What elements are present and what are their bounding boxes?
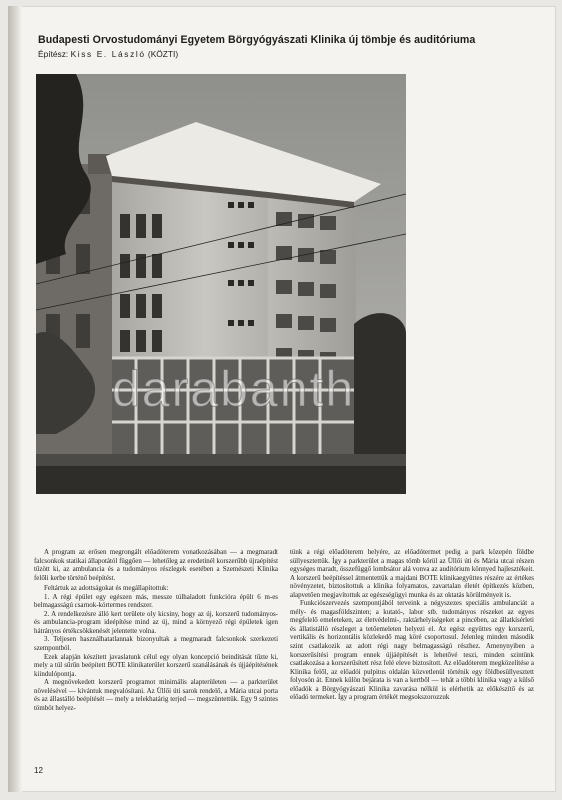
paragraph: 2. A rendelkezésre álló kert területe oly kicsiny, hogy az új, korszerű tudományos- és ambulancia-program ideépítése mind az új, mind a környező régi épületek igen hátrányos értékcsökkenését jelentette volna.: [34, 609, 278, 635]
paragraph: Ezek alapján készített javaslatunk célul egy olyan koncepció beindítását tűzte ki, mely a túl sűrűn beépített BOTE klinikaterület korszerű szanálásának és újjáépítésének kiindulópontja.: [34, 652, 278, 678]
page-number: 12: [34, 766, 43, 775]
watermark-text: darabanth: [112, 361, 356, 417]
architect-label: Építész:: [38, 49, 69, 59]
paragraph: tünk a régi előadóterem helyére, az előadótermet pedig a park közepén földbe süllyesztettük. Így a parkterület a magas tömb körül az Üllői úti és Mária utcai részen egységes maradt, összefüggő lombsátor alá vonva az auditórium könnyed hajlesztékeit. A korszerű beépítéssel átmentettük a majdani BOTE klinikaegyüttes részére az értékes növényzetet, biztosítottuk a klinika folyamatos, zavartalan életét építkezés közben, alapvetően megjavítottuk az egészségügyi munka és az oktatás körülményeit is.: [290, 548, 534, 599]
paragraph: 1. A régi épület egy egészen más, messze túlhaladott funkcióra épült 6 m-es belmagasságú csarnok-kórtermes rendszer.: [34, 592, 278, 610]
building-photo-drawing: [36, 74, 406, 494]
article-column-1: [34, 548, 278, 768]
page-spine-shadow: [8, 6, 22, 792]
architect-name: Kiss E. László: [70, 49, 146, 59]
article-column-2: [290, 548, 534, 768]
architect-org: (KÖZTI): [147, 49, 179, 59]
paragraph: A program az erősen megrongált előadóterem vonatkozásában — a megmaradt falcsonkok statikai állapotától függően — lehetőleg az eredetinél korszerűbb újraépítést tűzött ki, az ambulancia és a tudományos részlegek esetében a Szemészeti Klinika felőli kerbe történő beépítést.: [34, 548, 278, 582]
paragraph: Feltártuk az adottságokat és megállapítottuk:: [44, 584, 169, 593]
building-photo-icon: [36, 74, 406, 494]
paragraph: 3. Teljesen használhatatlannak bizonyultak a megmaradt falcsonkok szerkezeti szempontból.: [34, 635, 278, 653]
architect-credit: [38, 49, 178, 59]
article-title: Budapesti Orvostudományi Egyetem Börgyógyászati Klinika új tömbje és auditóriuma: [38, 34, 476, 46]
paragraph: Funkciószervezés szempontjából terveink a négyszezes speciális ambulanciát a mély- és magasföldszinten; a kutató-, labor stb. tudományos részeket az egyes megfelelő emeleteken, az életvédelmi-, raktárhelyiségeket a pincében, az állatkísérleti és állatistálló részleget a tetőemeleten helyezi el. Az egész együttes egy korszerű, vertikális és horizontális közlekedő mag köré csoportosul. Jelenleg minden második szint csatlakozik az adott régi nagy belmagasságú részhez. Amenynyiben a korszerűsítési program ennek újjáépítését is lehetővé teszi, minden szintünk csatlakozása a korszerűsített rész felé eleve biztosított. Az előadóterem megközelítése a Klinika felől, az előadói pulpitus oldalán közvetlenül történik egy földbesüllyesztett folyosón át. Ennek külön bejárata is van a kertből — tehát a többi klinika vagy a külső előadók a Börgyógyászati Klinika zavarása nélkül is elérhetik az előkészítő és az előadó termeket. Így a program értékét megsokszorozzuk: [290, 599, 534, 702]
paragraph: A megnövekedett korszerű programot minimális alapterületen — a parkterület növelésével — kívántuk megvalósítani. Az Üllői úti sarok rendelő, a Mária utcai porta és az állastálló beépítését — mely a telekhatárig terjed — megszüntettük. Egy 9 szintes tömböt helyez-: [34, 678, 278, 712]
